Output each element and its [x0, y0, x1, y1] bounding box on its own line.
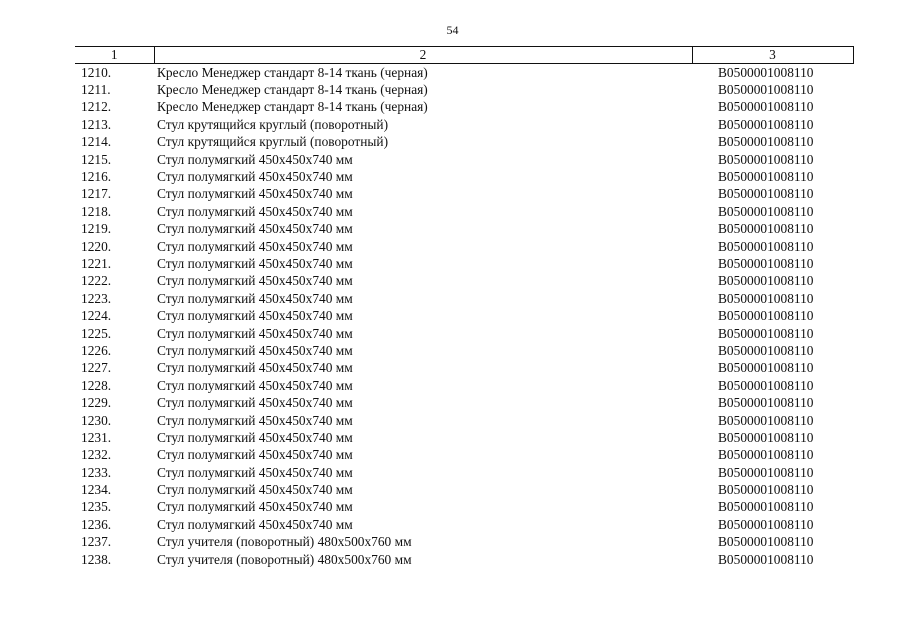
- row-number: 1210.: [81, 64, 112, 80]
- row-number: 1227.: [81, 360, 112, 376]
- column-header-3: 3: [692, 47, 853, 64]
- item-name: Стул полумягкий 450х450х740 мм: [157, 169, 353, 185]
- item-name: Стул полумягкий 450х450х740 мм: [157, 273, 353, 289]
- row-number: 1223.: [81, 290, 112, 306]
- table-row: [75, 99, 853, 116]
- table-row: [75, 464, 853, 481]
- item-code: B0500001008110: [718, 290, 814, 306]
- row-number: 1233.: [81, 464, 112, 480]
- table-row: [75, 168, 853, 185]
- item-name: Стул полумягкий 450х450х740 мм: [157, 482, 353, 498]
- item-code: B0500001008110: [718, 395, 814, 411]
- item-code: B0500001008110: [718, 429, 814, 445]
- item-name: Стул полумягкий 450х450х740 мм: [157, 151, 353, 167]
- item-name: Стул полумягкий 450х450х740 мм: [157, 186, 353, 202]
- item-code: B0500001008110: [718, 82, 814, 98]
- table-row: [75, 203, 853, 220]
- item-name: Стул полумягкий 450х450х740 мм: [157, 395, 353, 411]
- item-name: Стул полумягкий 450х450х740 мм: [157, 429, 353, 445]
- item-code: B0500001008110: [718, 255, 814, 271]
- item-name: Стул крутящийся круглый (поворотный): [157, 134, 389, 150]
- table-row: [75, 342, 853, 359]
- item-name: Кресло Менеджер стандарт 8-14 ткань (черная): [157, 99, 428, 115]
- item-name: Стул полумягкий 450х450х740 мм: [157, 255, 353, 271]
- table-row: [75, 394, 853, 411]
- item-code: B0500001008110: [718, 186, 814, 202]
- item-name: Кресло Менеджер стандарт 8-14 ткань (черная): [157, 64, 428, 80]
- table-row: [75, 64, 853, 82]
- item-code: B0500001008110: [718, 169, 814, 185]
- row-number: 1229.: [81, 395, 112, 411]
- row-number: 1211.: [81, 82, 111, 98]
- item-code: B0500001008110: [718, 116, 814, 132]
- table-row: [75, 447, 853, 464]
- item-code: B0500001008110: [718, 482, 814, 498]
- row-number: 1220.: [81, 238, 112, 254]
- table-row: [75, 238, 853, 255]
- row-number: 1213.: [81, 116, 112, 132]
- item-code: B0500001008110: [718, 325, 814, 341]
- row-number: 1228.: [81, 377, 112, 393]
- item-name: Стул полумягкий 450х450х740 мм: [157, 464, 353, 480]
- table-row: [75, 255, 853, 272]
- row-number: 1217.: [81, 186, 112, 202]
- row-number: 1236.: [81, 516, 112, 532]
- row-number: 1224.: [81, 308, 112, 324]
- item-name: Стул полумягкий 450х450х740 мм: [157, 499, 353, 515]
- item-name: Стул полумягкий 450х450х740 мм: [157, 377, 353, 393]
- item-code: B0500001008110: [718, 499, 814, 515]
- row-number: 1234.: [81, 482, 112, 498]
- row-number: 1226.: [81, 342, 112, 358]
- row-number: 1221.: [81, 255, 112, 271]
- item-name: Стул крутящийся круглый (поворотный): [157, 116, 389, 132]
- item-code: B0500001008110: [718, 221, 814, 237]
- table-header: [75, 47, 853, 64]
- table-row: [75, 534, 853, 551]
- row-number: 1231.: [81, 429, 112, 445]
- table-row: [75, 221, 853, 238]
- item-code: B0500001008110: [718, 273, 814, 289]
- item-code: B0500001008110: [718, 308, 814, 324]
- table-row: [75, 481, 853, 498]
- table-row: [75, 499, 853, 516]
- row-number: 1237.: [81, 534, 112, 550]
- table-row: [75, 377, 853, 394]
- item-code: B0500001008110: [718, 534, 814, 550]
- item-name: Стул полумягкий 450х450х740 мм: [157, 447, 353, 463]
- item-code: B0500001008110: [718, 203, 814, 219]
- row-number: 1230.: [81, 412, 112, 428]
- item-code: B0500001008110: [718, 377, 814, 393]
- row-number: 1232.: [81, 447, 112, 463]
- table-row: [75, 186, 853, 203]
- row-number: 1238.: [81, 551, 112, 567]
- item-code: B0500001008110: [718, 551, 814, 567]
- row-number: 1214.: [81, 134, 112, 150]
- page-number: 54: [446, 23, 459, 37]
- row-number: 1219.: [81, 221, 112, 237]
- column-header-2: 2: [154, 47, 692, 64]
- table-row: [75, 516, 853, 533]
- item-name: Стул учителя (поворотный) 480х500х760 мм: [157, 551, 412, 567]
- table-row: [75, 307, 853, 324]
- row-number: 1218.: [81, 203, 112, 219]
- item-code: B0500001008110: [718, 447, 814, 463]
- item-name: Стул полумягкий 450х450х740 мм: [157, 360, 353, 376]
- item-code: B0500001008110: [718, 464, 814, 480]
- item-name: Стул полумягкий 450х450х740 мм: [157, 290, 353, 306]
- item-name: Стул полумягкий 450х450х740 мм: [157, 238, 353, 254]
- item-name: Стул полумягкий 450х450х740 мм: [157, 516, 353, 532]
- row-number: 1215.: [81, 151, 112, 167]
- column-header-1: 1: [75, 47, 154, 64]
- item-code: B0500001008110: [718, 238, 814, 254]
- item-code: B0500001008110: [718, 516, 814, 532]
- table-row: [75, 116, 853, 133]
- item-name: Стул полумягкий 450х450х740 мм: [157, 325, 353, 341]
- table-row: [75, 429, 853, 446]
- row-number: 1212.: [81, 99, 112, 115]
- header-row: [75, 47, 853, 64]
- row-number: 1235.: [81, 499, 112, 515]
- item-code: B0500001008110: [718, 412, 814, 428]
- item-name: Стул полумягкий 450х450х740 мм: [157, 342, 353, 358]
- table-row: [75, 290, 853, 307]
- table-row: [75, 151, 853, 168]
- item-name: Кресло Менеджер стандарт 8-14 ткань (черная): [157, 82, 428, 98]
- table-row: [75, 81, 853, 98]
- item-name: Стул учителя (поворотный) 480х500х760 мм: [157, 534, 412, 550]
- item-name: Стул полумягкий 450х450х740 мм: [157, 203, 353, 219]
- table-row: [75, 273, 853, 290]
- inventory-table: [75, 46, 854, 568]
- item-code: B0500001008110: [718, 64, 814, 80]
- item-name: Стул полумягкий 450х450х740 мм: [157, 308, 353, 324]
- item-name: Стул полумягкий 450х450х740 мм: [157, 221, 353, 237]
- table-body: [75, 64, 853, 569]
- table-row: [75, 325, 853, 342]
- row-number: 1216.: [81, 169, 112, 185]
- item-code: B0500001008110: [718, 360, 814, 376]
- table-row: [75, 134, 853, 151]
- table-row: [75, 551, 853, 568]
- table-row: [75, 360, 853, 377]
- item-code: B0500001008110: [718, 99, 814, 115]
- item-name: Стул полумягкий 450х450х740 мм: [157, 412, 353, 428]
- item-code: B0500001008110: [718, 134, 814, 150]
- item-code: B0500001008110: [718, 151, 814, 167]
- row-number: 1222.: [81, 273, 112, 289]
- row-number: 1225.: [81, 325, 112, 341]
- item-code: B0500001008110: [718, 342, 814, 358]
- table-row: [75, 412, 853, 429]
